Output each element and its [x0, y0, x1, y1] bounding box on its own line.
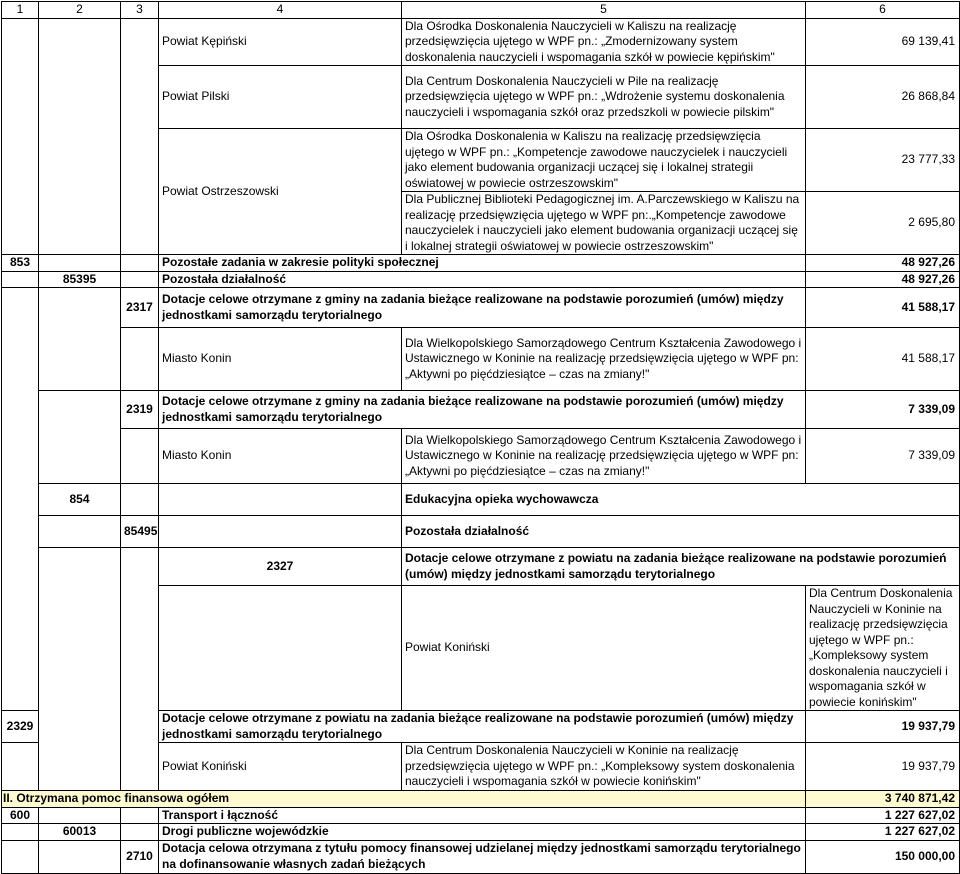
amount: 48 927,26: [806, 271, 960, 288]
table-row: [2, 429, 960, 484]
paragraph-label: Dotacje celowe otrzymane z powiatu na zadania bieżące realizowane na podstawie porozumień (umów) między jednostkami samorządu terytorialnego: [159, 711, 806, 743]
paragraph-label: Dotacje celowe otrzymane z powiatu na zadania bieżące realizowane na podstawie porozumień (umów) między jednostkami samorządu terytorialnego: [402, 548, 960, 586]
paragraph-code: 2319: [121, 391, 159, 429]
amount: 1 227 627,02: [806, 824, 960, 841]
empty-cell: [39, 516, 121, 548]
amount: 41 588,17: [806, 288, 960, 328]
paragraph-label: Dotacja celowa otrzymana z tytułu pomocy finansowej udzielanej między jednostkami samorządu terytorialnego na dofinansowanie własnych zadań bieżących: [159, 840, 806, 873]
description: Dla Publicznej Biblioteki Pedagogicznej im. A.Parczewskiego w Kaliszu na realizację przedsięwzięcia ujętego w WPF pn:.„Kompetencje zawodowe nauczycielek i nauczycieli jako element budowania organizacji uczącej się i lokalnej strategii oświatowej w powiecie ostrzeszowskim": [402, 192, 806, 255]
paragraph-row: [2, 548, 960, 586]
empty-cell: [39, 391, 121, 484]
paragraph-code: 2329: [2, 711, 39, 743]
chapter-label: Drogi publiczne wojewódzkie: [159, 824, 806, 841]
chapter-label: Pozostała działalność: [159, 271, 806, 288]
division-code: 600: [2, 807, 39, 824]
empty-cell: [121, 328, 159, 391]
empty-cell: [2, 288, 39, 711]
section-row: [2, 255, 960, 272]
empty-cell: [2, 18, 39, 255]
header-cell-4: 4: [159, 2, 402, 19]
table-row: [2, 328, 960, 391]
header-cell-1: 1: [2, 2, 39, 19]
header-cell-6: 6: [806, 2, 960, 19]
paragraph-row: [2, 391, 960, 429]
paragraph-code: 2710: [121, 840, 159, 873]
budget-table: [1, 1, 960, 874]
empty-cell: [121, 18, 159, 255]
description: Dla Ośrodka Doskonalenia w Kaliszu na realizację przedsięwzięcia ujętego w WPF pn.: „Kompetencje zawodowe nauczycielek i nauczycieli jako element budowania organizacji uczącej się i lokalnej strategii oświatowej w powiecie ostrzeszowskim": [402, 129, 806, 192]
header-cell-5: 5: [402, 2, 806, 19]
column-header-row: [2, 2, 960, 19]
entity-name: Powiat Kępiński: [159, 18, 402, 66]
empty-cell: [39, 18, 121, 255]
empty-cell: [2, 271, 39, 288]
amount: 19 937,79: [806, 711, 960, 743]
amount: 2 695,80: [806, 192, 960, 255]
paragraph-code: 2327: [159, 548, 402, 586]
amount: 3 740 871,42: [806, 790, 960, 807]
amount: 48 927,26: [806, 255, 960, 272]
chapter-label: Pozostała działalność: [402, 516, 960, 548]
amount: 150 000,00: [806, 840, 960, 873]
description: Dla Wielkopolskiego Samorządowego Centrum Kształcenia Zawodowego i Ustawicznego w Koninie na realizację przedsięwzięcia ujętego w WPF pn: „Aktywni po pięćdziesiątce – czas na zmiany!": [402, 429, 806, 484]
division-label: Transport i łączność: [159, 807, 806, 824]
empty-cell: [2, 743, 39, 791]
empty-cell: [121, 429, 159, 484]
amount: 41 588,17: [806, 328, 960, 391]
amount: 19 937,79: [806, 743, 960, 791]
amount: 1 227 627,02: [806, 807, 960, 824]
empty-cell: [121, 807, 159, 824]
empty-cell: [121, 548, 159, 791]
entity-name: Powiat Ostrzeszowski: [159, 129, 402, 255]
amount: 23 777,33: [806, 129, 960, 192]
entity-name: Miasto Konin: [159, 328, 402, 391]
empty-cell: [159, 484, 402, 516]
empty-cell: [2, 824, 39, 841]
empty-cell: [121, 255, 159, 272]
amount: 69 139,41: [806, 18, 960, 66]
empty-cell: [159, 516, 402, 548]
section-row: [2, 807, 960, 824]
header-cell-2: 2: [39, 2, 121, 19]
division-code: 854: [39, 484, 121, 516]
amount: 7 339,09: [806, 391, 960, 429]
paragraph-label: Dotacje celowe otrzymane z gminy na zadania bieżące realizowane na podstawie porozumień (umów) między jednostkami samorządu terytorialnego: [159, 288, 806, 328]
empty-cell: [39, 288, 121, 391]
amount: 7 339,09: [806, 429, 960, 484]
empty-cell: [121, 824, 159, 841]
paragraph-code: 2317: [121, 288, 159, 328]
entity-name: Powiat Koniński: [402, 586, 806, 711]
description: Dla Centrum Doskonalenia Nauczycieli w Koninie na realizację przedsięwzięcia ujętego w WPF pn.: „Kompleksowy system doskonalenia nauczycieli i wspomagania szkół w powiecie konińskim": [806, 586, 960, 711]
section-row: [2, 484, 960, 516]
empty-cell: [39, 840, 121, 873]
paragraph-row: [2, 840, 960, 873]
empty-cell: [159, 586, 402, 711]
description: Dla Wielkopolskiego Samorządowego Centrum Kształcenia Zawodowego i Ustawicznego w Koninie na realizację przedsięwzięcia ujętego w WPF pn: „Aktywni po pięćdziesiątce – czas na zmiany!": [402, 328, 806, 391]
empty-cell: [121, 484, 159, 516]
description: Dla Centrum Doskonalenia Nauczycieli w Pile na realizację przedsięwzięcia ujętego w WPF pn.: „Wdrożenie systemu doskonalenia nauczycieli i wspomagania szkół oraz przedszkoli w powiecie pilskim": [402, 66, 806, 129]
description: Dla Ośrodka Doskonalenia Nauczycieli w Kaliszu na realizację przedsięwzięcia ujętego w WPF pn.: „Zmodernizowany system doskonalenia nauczycieli i wspomagania szkół w powiecie kępińskim": [402, 18, 806, 66]
empty-cell: [39, 807, 121, 824]
chapter-code: 85495: [121, 516, 159, 548]
section-row: [2, 824, 960, 841]
division-label: Edukacyjna opieka wychowawcza: [402, 484, 960, 516]
entity-name: Miasto Konin: [159, 429, 402, 484]
paragraph-label: Dotacje celowe otrzymane z gminy na zadania bieżące realizowane na podstawie porozumień (umów) między jednostkami samorządu terytorialnego: [159, 391, 806, 429]
empty-cell: [39, 255, 121, 272]
empty-cell: [2, 840, 39, 873]
table-row: [2, 18, 960, 66]
description: Dla Centrum Doskonalenia Nauczycieli w Koninie na realizację przedsięwzięcia ujętego w WPF pn.: „Kompleksowy system doskonalenia nauczycieli i wspomagania szkół w powiecie konińskim": [402, 743, 806, 791]
section-row: [2, 271, 960, 288]
entity-name: Powiat Koniński: [159, 743, 402, 791]
division-label: Pozostałe zadania w zakresie polityki społecznej: [159, 255, 806, 272]
summary-label: II. Otrzymana pomoc finansowa ogółem: [2, 790, 806, 807]
section-row: [2, 516, 960, 548]
chapter-code: 85395: [39, 271, 121, 288]
empty-cell: [121, 271, 159, 288]
division-code: 853: [2, 255, 39, 272]
paragraph-row: [2, 288, 960, 328]
entity-name: Powiat Pilski: [159, 66, 402, 129]
chapter-code: 60013: [39, 824, 121, 841]
amount: 26 868,84: [806, 66, 960, 129]
summary-row: [2, 790, 960, 807]
empty-cell: [39, 548, 121, 791]
header-cell-3: 3: [121, 2, 159, 19]
